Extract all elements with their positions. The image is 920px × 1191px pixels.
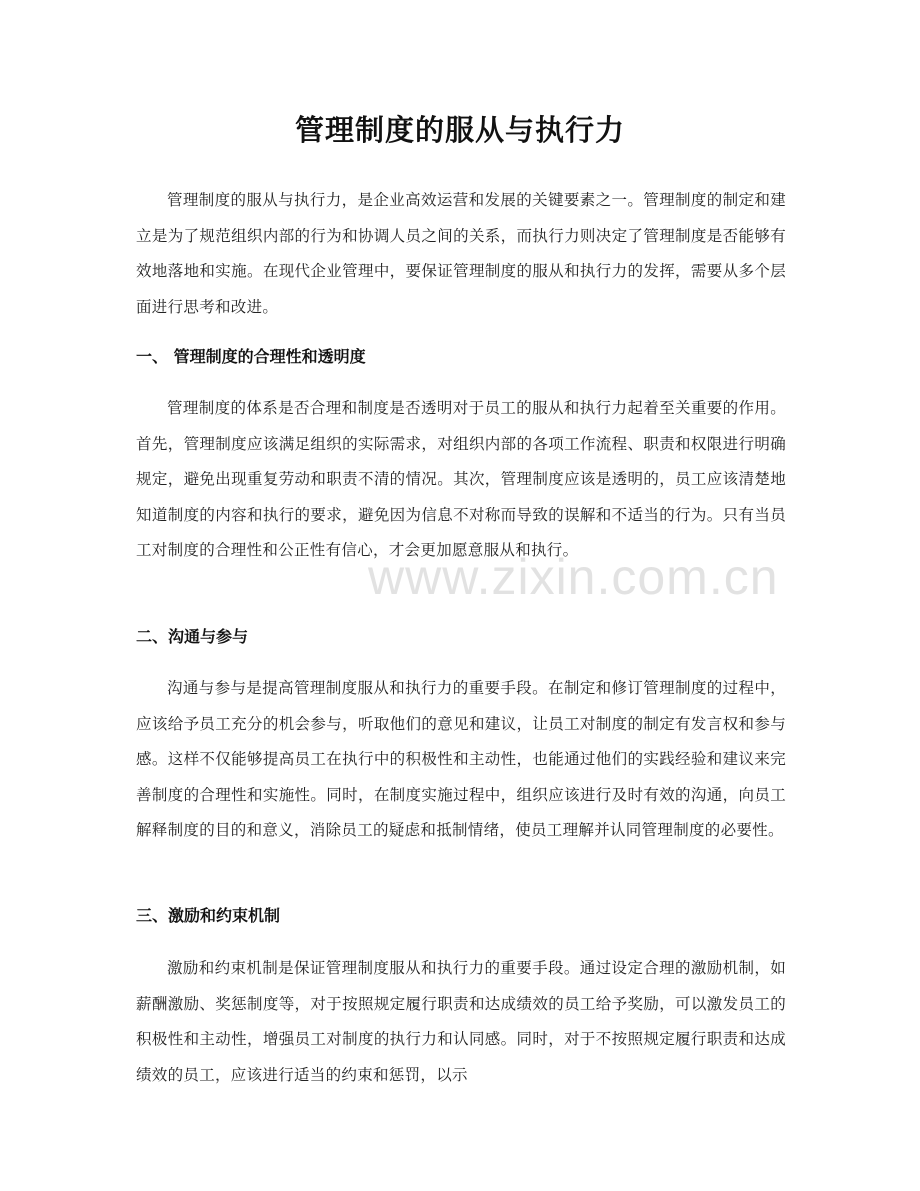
document-title: 管理制度的服从与执行力: [294, 113, 625, 147]
section-heading-2: 二、沟通与参与: [136, 627, 249, 646]
section-body-1: 管理制度的体系是否合理和制度是否透明对于员工的服从和执行力起着至关重要的作用。首先，管理制度应该满足组织的实际需求，对组织内部的各项工作流程、职责和权限进行明确规定，避免出现重复劳动和职责不清的情况。其次，管理制度应该是透明的，员工应该清楚地知道制度的内容和执行的要求，避免因为信息不对称而导致的误解和不适当的行为。只有当员工对制度的合理性和公正性有信心，才会更加愿意服从和执行。: [136, 399, 786, 559]
section-heading-1: 一、 管理制度的合理性和透明度: [136, 347, 366, 366]
section-heading-3: 三、激励和约束机制: [136, 906, 281, 925]
section-body-3: 激励和约束机制是保证管理制度服从和执行力的重要手段。通过设定合理的激励机制，如薪酬激励、奖惩制度等，对于按照规定履行职责和达成绩效的员工给予奖励，可以激发员工的积极性和主动性，增强员工对制度的执行力和认同感。同时，对于不按照规定履行职责和达成绩效的员工，应该进行适当的约束和惩罚，以示: [136, 959, 786, 1084]
intro-paragraph: 管理制度的服从与执行力，是企业高效运营和发展的关键要素之一。管理制度的制定和建立是为了规范组织内部的行为和协调人员之间的关系，而执行力则决定了管理制度是否能够有效地落地和实施。在现代企业管理中，要保证管理制度的服从和执行力的发挥，需要从多个层面进行思考和改进。: [136, 191, 786, 316]
watermark-text: www.zixin.com.cn: [368, 549, 779, 605]
section-body-2: 沟通与参与是提高管理制度服从和执行力的重要手段。在制定和修订管理制度的过程中，应该给予员工充分的机会参与，听取他们的意见和建议，让员工对制度的制定有发言权和参与感。这样不仅能够提高员工在执行中的积极性和主动性，也能通过他们的实践经验和建议来完善制度的合理性和实施性。同时，在制度实施过程中，组织应该进行及时有效的沟通，向员工解释制度的目的和意义，消除员工的疑虑和抵制情绪，使员工理解并认同管理制度的必要性。: [136, 679, 786, 839]
